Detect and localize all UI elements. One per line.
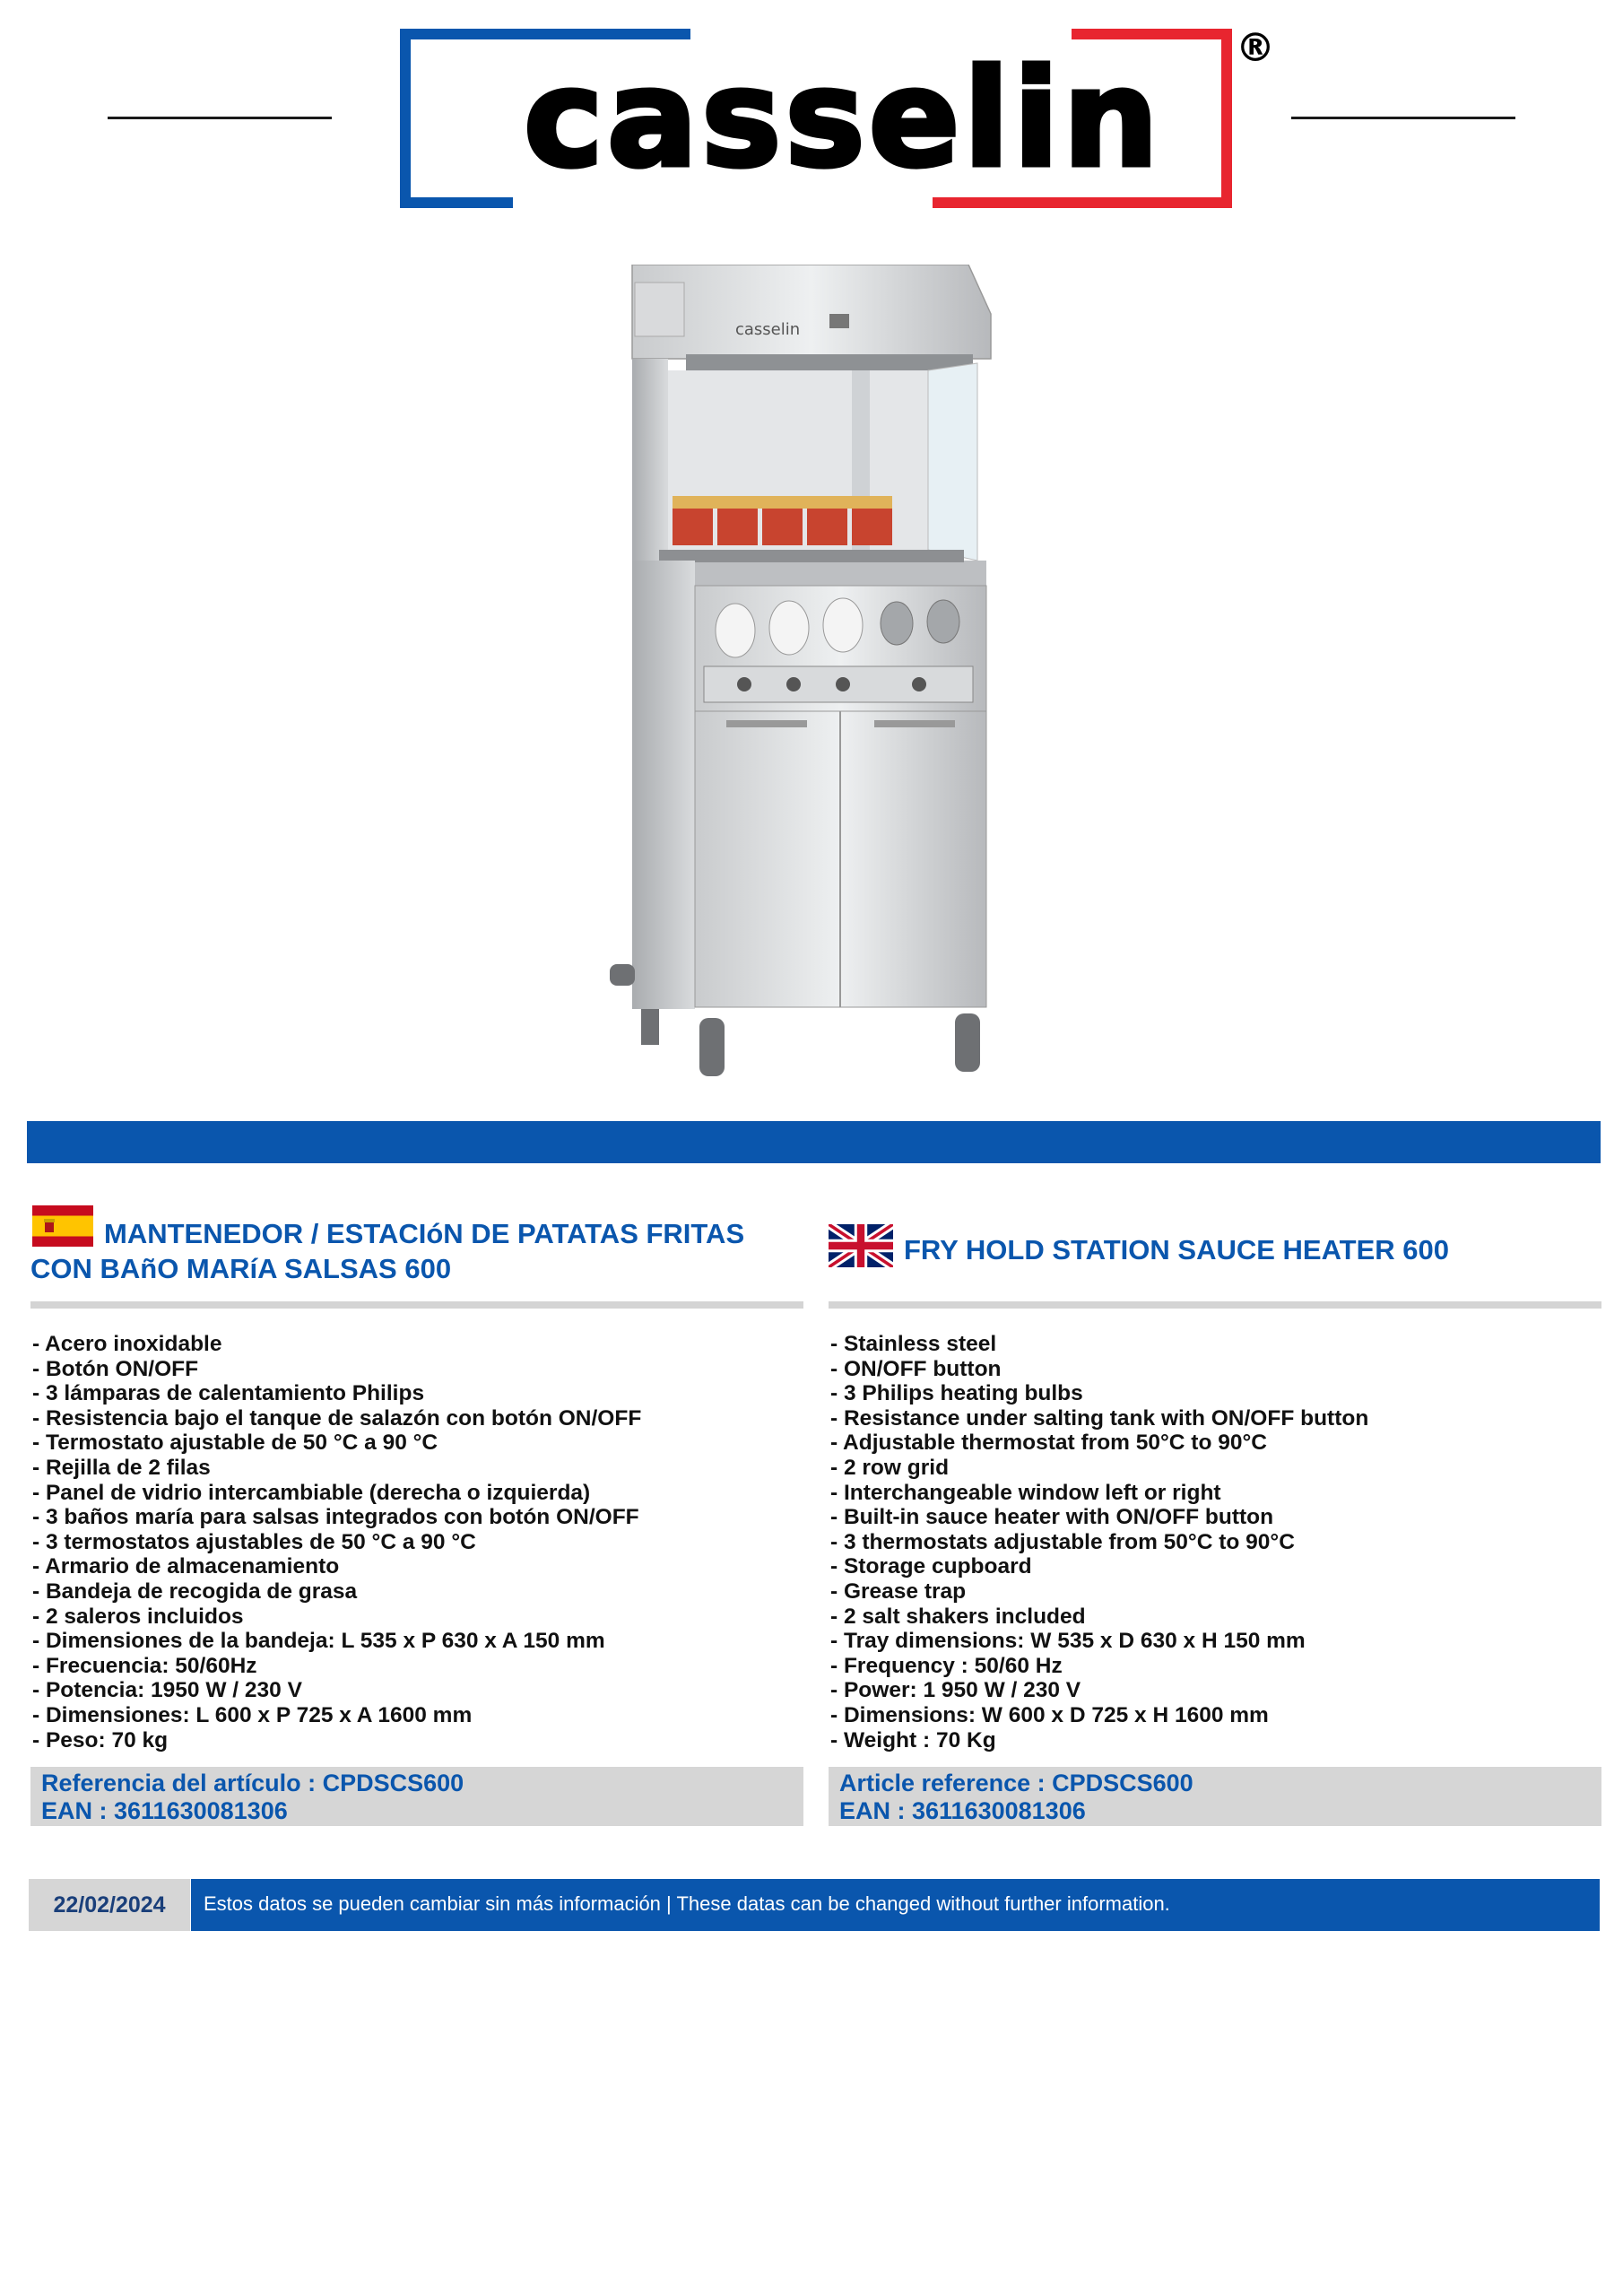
list-item: - Storage cupboard (830, 1554, 1032, 1579)
list-item: - Dimensiones de la bandeja: L 535 x P 630 x A 150 mm (32, 1629, 605, 1654)
list-item: - Frequency : 50/60 Hz (830, 1653, 1063, 1678)
fry-hold-station-photo (610, 265, 1022, 1081)
header-rule-left (108, 117, 332, 119)
list-item: - 2 saleros incluidos (32, 1604, 244, 1629)
english-title-rule (829, 1301, 1601, 1309)
list-item: - Potencia: 1950 W / 230 V (32, 1678, 302, 1703)
footer (29, 1879, 1600, 1931)
registered-mark: ® (1236, 25, 1275, 71)
spanish-feature-list (32, 1332, 641, 1752)
list-item: - 2 row grid (830, 1455, 950, 1480)
spanish-title-line1: MANTENEDOR / ESTACIóN DE PATATAS FRITAS (104, 1218, 745, 1249)
list-item: - Resistencia bajo el tanque de salazón con botón ON/OFF (32, 1405, 642, 1431)
list-item: - 2 salt shakers included (830, 1604, 1086, 1629)
document-date: 22/02/2024 (29, 1879, 190, 1931)
list-item: - 3 lámparas de calentamiento Philips (32, 1381, 425, 1406)
spanish-ean: EAN : 3611630081306 (41, 1797, 288, 1824)
list-item: - 3 Philips heating bulbs (830, 1381, 1083, 1406)
list-item: - Rejilla de 2 filas (32, 1455, 211, 1480)
list-item: - 3 baños maría para salsas integrados con botón ON/OFF (32, 1505, 639, 1530)
english-column (829, 1202, 1601, 1824)
list-item: - Weight : 70 Kg (830, 1727, 996, 1752)
brand-logo (395, 27, 1291, 211)
english-ean: EAN : 3611630081306 (839, 1797, 1086, 1824)
list-item: - Armario de almacenamiento (32, 1554, 340, 1579)
spanish-product-title (30, 1216, 802, 1286)
list-item: - Built-in sauce heater with ON/OFF button (830, 1505, 1274, 1530)
english-header (829, 1202, 1601, 1300)
disclaimer-note: Estos datos se pueden cambiar sin más información | These datas can be changed without further information. (191, 1879, 1600, 1931)
list-item: - Resistance under salting tank with ON/OFF button (830, 1405, 1369, 1431)
english-product-title: FRY HOLD STATION SAUCE HEATER 600 (904, 1234, 1450, 1265)
list-item: - Dimensiones: L 600 x P 725 x A 1600 mm (32, 1702, 473, 1727)
list-item: - Panel de vidrio intercambiable (derecha o izquierda) (32, 1480, 591, 1505)
list-item: - Power: 1 950 W / 230 V (830, 1678, 1081, 1703)
list-item: - ON/OFF button (830, 1356, 1002, 1381)
list-item: - Acero inoxidable (32, 1332, 222, 1356)
english-reference-box (829, 1767, 1601, 1826)
list-item: - Grease trap (830, 1578, 967, 1604)
uk-flag-icon (829, 1224, 893, 1267)
list-item: - Interchangeable window left or right (830, 1480, 1221, 1505)
english-article-reference: Article reference : CPDSCS600 (839, 1770, 1193, 1796)
list-item: - Bandeja de recogida de grasa (32, 1578, 358, 1604)
list-item: - Termostato ajustable de 50 °C a 90 °C (32, 1431, 438, 1456)
spanish-header (30, 1202, 803, 1300)
list-item: - Peso: 70 kg (32, 1727, 169, 1752)
list-item: - Tray dimensions: W 535 x D 630 x H 150 mm (830, 1629, 1306, 1654)
list-item: - 3 thermostats adjustable from 50°C to 90°C (830, 1529, 1295, 1554)
english-feature-list (830, 1332, 1368, 1752)
list-item: - Adjustable thermostat from 50°C to 90°C (830, 1431, 1267, 1456)
spanish-reference-box (30, 1767, 803, 1826)
list-item: - 3 termostatos ajustables de 50 °C a 90 °C (32, 1529, 476, 1554)
spanish-article-reference: Referencia del artículo : CPDSCS600 (41, 1770, 464, 1796)
header-rule-right (1291, 117, 1515, 119)
logo-wordmark: casselin (523, 40, 1163, 197)
spanish-column (30, 1202, 803, 1824)
spanish-title-line2: CON BAñO MARíA SALSAS 600 (30, 1253, 452, 1284)
list-item: - Stainless steel (830, 1332, 997, 1356)
list-item: - Frecuencia: 50/60Hz (32, 1653, 257, 1678)
section-divider-band (27, 1121, 1601, 1163)
list-item: - Botón ON/OFF (32, 1356, 199, 1381)
spanish-title-rule (30, 1301, 803, 1309)
list-item: - Dimensions: W 600 x D 725 x H 1600 mm (830, 1702, 1269, 1727)
svg-text:casselin: casselin (735, 320, 801, 339)
